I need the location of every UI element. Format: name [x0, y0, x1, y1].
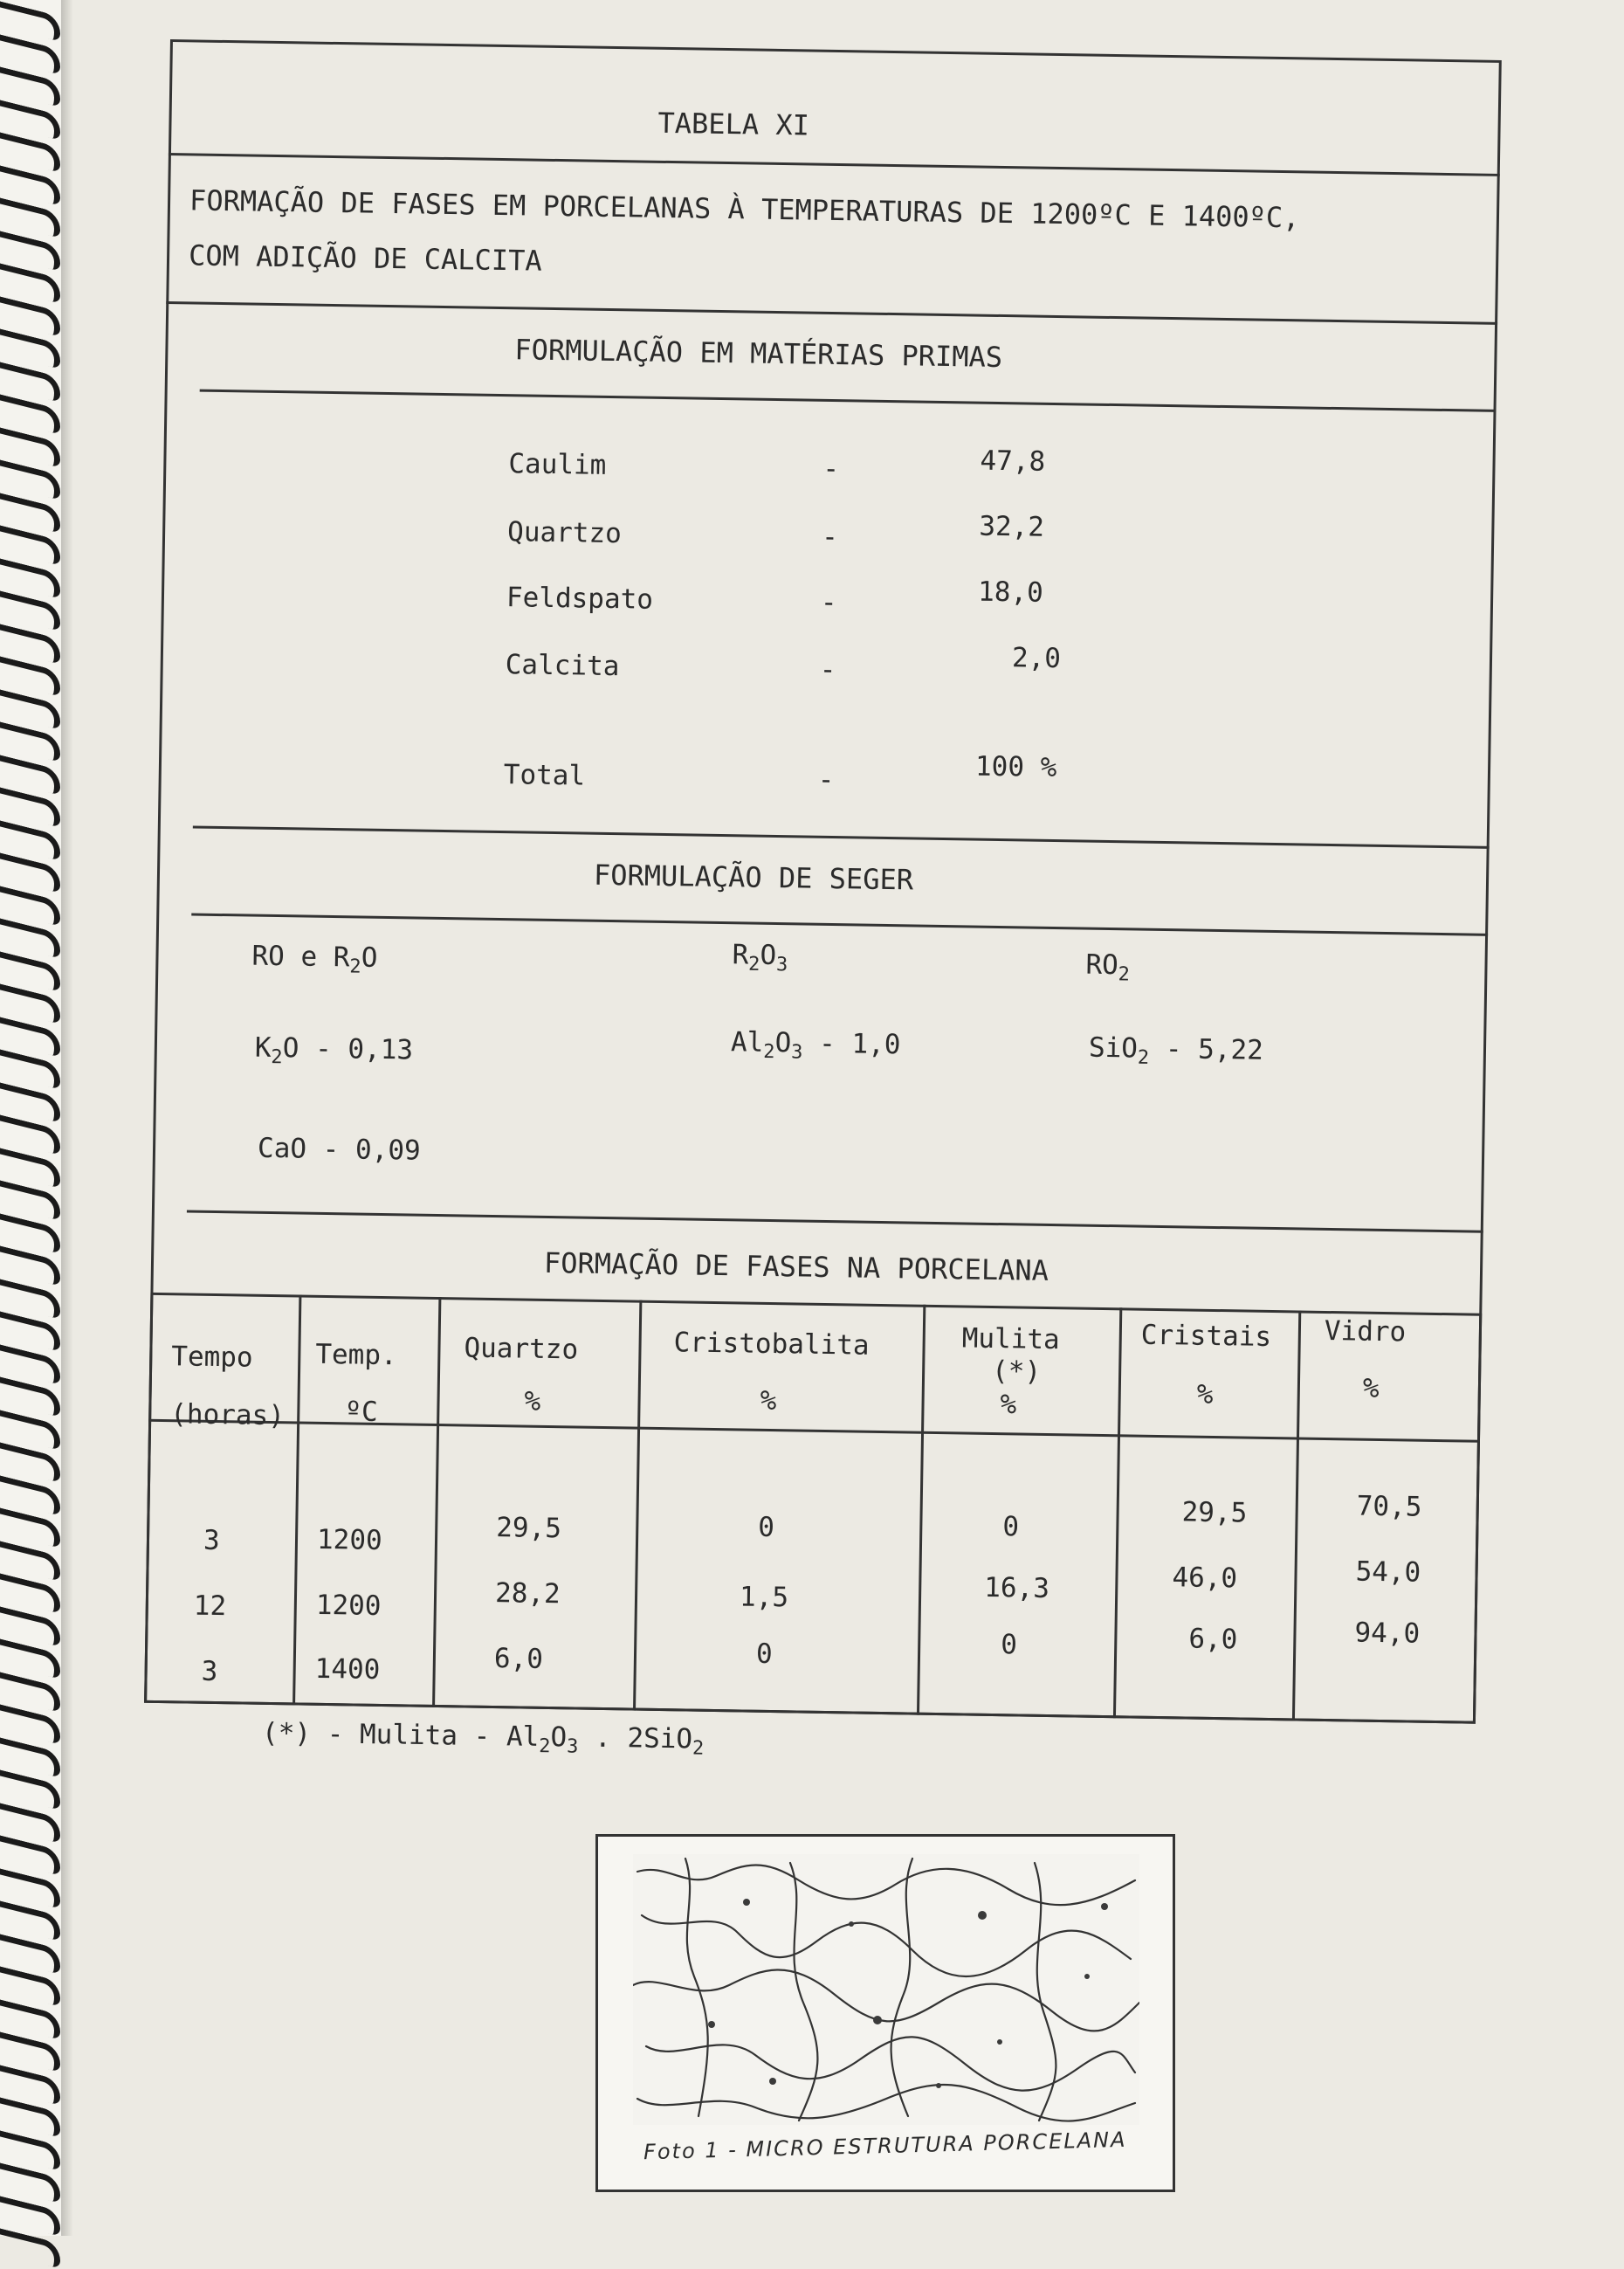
phases-title: FORMAÇÃO DE FASES NA PORCELANA [543, 1245, 1049, 1287]
binding-coil [0, 1311, 60, 1351]
header-vidro-2: % [1362, 1372, 1380, 1404]
cell-cristobalita: 1,5 [739, 1581, 789, 1614]
cell-quartzo: 6,0 [493, 1643, 544, 1675]
material-dash: - [817, 763, 835, 797]
header-cristais-2: % [1196, 1378, 1214, 1410]
binding-coil [0, 1376, 60, 1417]
raw-materials-title: FORMULAÇÃO EM MATÉRIAS PRIMAS [514, 333, 1003, 375]
seger-title: FORMULAÇÃO DE SEGER [593, 858, 914, 897]
binding-coil [0, 590, 60, 631]
header-mulita-2: (*) [991, 1355, 1042, 1388]
cell-cristobalita: 0 [755, 1638, 773, 1671]
cell-cristobalita: 0 [758, 1511, 775, 1544]
binding-coil [0, 918, 60, 958]
cell-mulita: 0 [1002, 1511, 1020, 1543]
binding-coil [0, 328, 60, 369]
material-name: Feldspato [506, 582, 654, 616]
cell-mulita: 0 [1000, 1629, 1018, 1661]
header-tempo-2: (horas) [169, 1398, 286, 1432]
microstructure-image [633, 1854, 1139, 2125]
binding-coil [0, 1507, 60, 1548]
binding-coil [0, 394, 60, 434]
seger-col3-head: $RO_2$ [1085, 948, 1131, 986]
header-quartzo-1: Quartzo [464, 1332, 579, 1366]
material-name: Total [503, 759, 586, 792]
cell-vidro: 70,5 [1356, 1490, 1422, 1523]
cell-mulita: 16,3 [983, 1571, 1050, 1605]
cell-quartzo: 28,2 [494, 1577, 561, 1610]
cell-vidro: 94,0 [1354, 1617, 1421, 1650]
binding-coil [0, 1049, 60, 1089]
binding-coil [0, 983, 60, 1024]
material-value: 32,2 [979, 510, 1045, 543]
binding-coil [0, 1573, 60, 1613]
header-tempo-1: Tempo [171, 1341, 253, 1374]
binding-coil [0, 852, 60, 893]
binding-coil [0, 721, 60, 762]
table-xi [144, 39, 1532, 1746]
binding-coil [0, 1442, 60, 1482]
material-value: 18,0 [977, 576, 1044, 609]
cell-temp: 1200 [316, 1523, 382, 1557]
mulita-footnote: (*) - Mulita - $Al_2O_3$ . 2SiO$_2$ [261, 1717, 705, 1760]
binding-coil [0, 1245, 60, 1286]
binding-coil [0, 1769, 60, 1810]
cell-tempo: 12 [193, 1590, 227, 1623]
binding-coil [0, 787, 60, 827]
cell-cristais: 6,0 [1188, 1623, 1238, 1656]
header-cristobalita-2: % [760, 1384, 777, 1417]
binding-coil [0, 656, 60, 696]
binding-coil [0, 2097, 60, 2137]
photo-caption: Foto 1 - MICRO ESTRUTURA PORCELANA [643, 2127, 1127, 2165]
binding-coil [0, 525, 60, 565]
seger-al2o3: $Al_2O_3 - 1,0$ [730, 1026, 901, 1064]
table-heading-line1: FORMAÇÃO DE FASES EM PORCELANAS À TEMPERATURAS DE 1200ºC E 1400ºC, [189, 183, 1300, 235]
binding-coil [0, 2031, 60, 2072]
material-value: 100 % [974, 750, 1057, 784]
material-name: Quartzo [506, 516, 623, 550]
binding-coil [0, 132, 60, 172]
spiral-binding [0, 0, 61, 2236]
table-title: TABELA XI [657, 106, 810, 142]
header-quartzo-2: % [524, 1385, 541, 1417]
header-temp-2: ºC [345, 1396, 378, 1428]
header-cristais-1: Cristais [1140, 1319, 1272, 1353]
material-dash: - [820, 586, 837, 619]
material-dash: - [819, 653, 836, 686]
cell-cristais: 29,5 [1181, 1496, 1248, 1529]
cell-vidro: 54,0 [1355, 1555, 1421, 1589]
cell-tempo: 3 [201, 1655, 218, 1688]
binding-coil [0, 263, 60, 303]
binding-coil [0, 1900, 60, 1941]
binding-coil [0, 197, 60, 238]
binding-coil [0, 1704, 60, 1744]
cell-quartzo: 29,5 [495, 1512, 562, 1545]
material-value: 47,8 [980, 445, 1046, 478]
binding-coil [0, 1180, 60, 1220]
material-value: 2,0 [1011, 642, 1062, 675]
cell-temp: 1400 [314, 1652, 381, 1686]
binding-coil [0, 1114, 60, 1155]
seger-sio2: SiO$_2$ - 5,22 [1088, 1031, 1264, 1069]
header-vidro-1: Vidro [1324, 1314, 1407, 1348]
binding-coil [0, 2228, 60, 2268]
table-heading-line2: COM ADIÇÃO DE CALCITA [188, 238, 542, 278]
binding-coil [0, 66, 60, 107]
microstructure-photo [595, 1834, 1175, 2192]
header-mulita-1: Mulita [961, 1322, 1061, 1356]
cell-cristais: 46,0 [1172, 1562, 1238, 1595]
binding-coil [0, 2162, 60, 2203]
material-dash: - [822, 452, 840, 486]
binding-coil [0, 1966, 60, 2006]
page-gutter-shadow [61, 0, 73, 2236]
binding-coil [0, 1835, 60, 1875]
material-name: Calcita [505, 649, 620, 683]
header-temp-1: Temp. [315, 1338, 397, 1372]
seger-col2-head: $R_2O_3$ [732, 939, 788, 976]
material-name: Caulim [508, 448, 607, 481]
cell-temp: 1200 [315, 1589, 382, 1623]
seger-cao: CaO - 0,09 [257, 1132, 421, 1167]
binding-coil [0, 459, 60, 500]
seger-col1-head: RO e $R_2O$ [251, 940, 378, 978]
material-dash: - [821, 521, 839, 554]
header-mulita-3: % [1000, 1389, 1017, 1421]
header-cristobalita-1: Cristobalita [673, 1327, 870, 1362]
binding-coil [0, 1, 60, 41]
seger-k2o: $K_2O - 0,13$ [254, 1031, 414, 1069]
binding-coil [0, 1638, 60, 1679]
cell-tempo: 3 [203, 1524, 220, 1557]
